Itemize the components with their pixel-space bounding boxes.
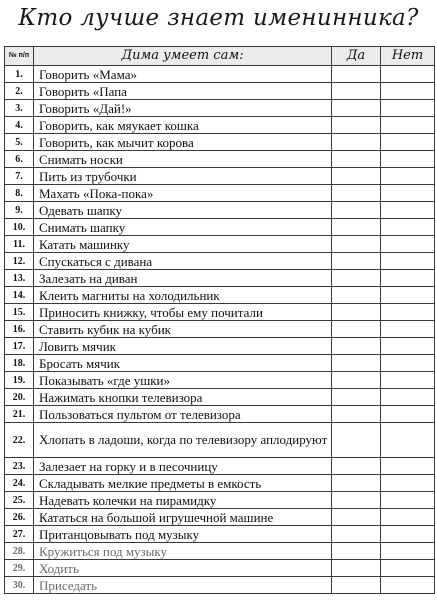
skill-text: Говорить, как мычит корова — [34, 134, 332, 151]
no-answer-cell[interactable] — [381, 100, 435, 117]
no-answer-cell[interactable] — [381, 509, 435, 526]
skill-text: Ходить — [34, 560, 332, 577]
yes-answer-cell[interactable] — [332, 509, 381, 526]
yes-answer-cell[interactable] — [332, 83, 381, 100]
table-row — [5, 100, 435, 117]
skill-text: Залезать на диван — [34, 270, 332, 287]
no-answer-cell[interactable] — [381, 372, 435, 389]
table-row — [5, 287, 435, 304]
table-header-row — [5, 47, 435, 66]
skill-text: Говорить, как мяукает кошка — [34, 117, 332, 134]
skill-text: Говорить «Мама» — [34, 66, 332, 83]
table-row — [5, 492, 435, 509]
row-number: 13. — [5, 270, 34, 287]
row-number: 22. — [5, 423, 34, 458]
row-number: 24. — [5, 475, 34, 492]
table-row — [5, 236, 435, 253]
no-answer-cell[interactable] — [381, 338, 435, 355]
table-row — [5, 321, 435, 338]
skill-text: Снимать шапку — [34, 219, 332, 236]
row-number: 27. — [5, 526, 34, 543]
row-number: 23. — [5, 458, 34, 475]
yes-answer-cell[interactable] — [332, 253, 381, 270]
yes-answer-cell[interactable] — [332, 117, 381, 134]
table-row — [5, 475, 435, 492]
skill-text: Ставить кубик на кубик — [34, 321, 332, 338]
table-row — [5, 526, 435, 543]
yes-answer-cell[interactable] — [332, 219, 381, 236]
skill-text: Кататься на большой игрушечной машине — [34, 509, 332, 526]
yes-answer-cell[interactable] — [332, 526, 381, 543]
no-answer-cell[interactable] — [381, 270, 435, 287]
table-row — [5, 389, 435, 406]
row-number: 6. — [5, 151, 34, 168]
no-answer-cell[interactable] — [381, 355, 435, 372]
yes-answer-cell[interactable] — [332, 458, 381, 475]
row-number: 1. — [5, 66, 34, 83]
row-number: 21. — [5, 406, 34, 423]
skill-text: Пить из трубочки — [34, 168, 332, 185]
skill-text: Спускаться с дивана — [34, 253, 332, 270]
table-row — [5, 117, 435, 134]
table-row — [5, 219, 435, 236]
no-answer-cell[interactable] — [381, 475, 435, 492]
row-number: 25. — [5, 492, 34, 509]
yes-answer-cell[interactable] — [332, 389, 381, 406]
row-number: 14. — [5, 287, 34, 304]
yes-answer-cell[interactable] — [332, 355, 381, 372]
header-no: Нет — [381, 47, 435, 66]
skill-text: Приносить книжку, чтобы ему почитали — [34, 304, 332, 321]
table-row — [5, 577, 435, 594]
table-row — [5, 406, 435, 423]
no-answer-cell[interactable] — [381, 253, 435, 270]
table-row — [5, 355, 435, 372]
no-answer-cell[interactable] — [381, 151, 435, 168]
no-answer-cell[interactable] — [381, 560, 435, 577]
yes-answer-cell[interactable] — [332, 236, 381, 253]
yes-answer-cell[interactable] — [332, 321, 381, 338]
yes-answer-cell[interactable] — [332, 338, 381, 355]
table-row — [5, 66, 435, 83]
no-answer-cell[interactable] — [381, 321, 435, 338]
yes-answer-cell[interactable] — [332, 372, 381, 389]
no-answer-cell[interactable] — [381, 543, 435, 560]
skill-text: Говорить «Дай!» — [34, 100, 332, 117]
skill-text: Залезает на горку и в песочницу — [34, 458, 332, 475]
row-number: 7. — [5, 168, 34, 185]
yes-answer-cell[interactable] — [332, 202, 381, 219]
table-row — [5, 253, 435, 270]
table-row — [5, 168, 435, 185]
header-skill: Дима умеет сам: — [34, 47, 332, 66]
yes-answer-cell[interactable] — [332, 543, 381, 560]
yes-answer-cell[interactable] — [332, 185, 381, 202]
no-answer-cell[interactable] — [381, 83, 435, 100]
row-number: 2. — [5, 83, 34, 100]
skill-text: Одевать шапку — [34, 202, 332, 219]
row-number: 11. — [5, 236, 34, 253]
table-row — [5, 185, 435, 202]
no-answer-cell[interactable] — [381, 134, 435, 151]
row-number: 26. — [5, 509, 34, 526]
row-number: 10. — [5, 219, 34, 236]
skill-text: Ловить мячик — [34, 338, 332, 355]
row-number: 29. — [5, 560, 34, 577]
skill-text: Кружиться под музыку — [34, 543, 332, 560]
row-number: 17. — [5, 338, 34, 355]
skills-checklist-table — [4, 46, 435, 594]
header-yes: Да — [332, 47, 381, 66]
yes-answer-cell[interactable] — [332, 151, 381, 168]
table-row — [5, 509, 435, 526]
row-number: 3. — [5, 100, 34, 117]
no-answer-cell[interactable] — [381, 185, 435, 202]
yes-answer-cell[interactable] — [332, 560, 381, 577]
row-number: 4. — [5, 117, 34, 134]
no-answer-cell[interactable] — [381, 406, 435, 423]
row-number: 28. — [5, 543, 34, 560]
skill-text: Приседать — [34, 577, 332, 594]
skill-text: Клеить магниты на холодильник — [34, 287, 332, 304]
yes-answer-cell[interactable] — [332, 475, 381, 492]
row-number: 12. — [5, 253, 34, 270]
skill-text: Складывать мелкие предметы в емкость — [34, 475, 332, 492]
no-answer-cell[interactable] — [381, 117, 435, 134]
table-row — [5, 423, 435, 458]
row-number: 18. — [5, 355, 34, 372]
row-number: 8. — [5, 185, 34, 202]
table-row — [5, 134, 435, 151]
yes-answer-cell[interactable] — [332, 287, 381, 304]
yes-answer-cell[interactable] — [332, 492, 381, 509]
table-body — [5, 66, 435, 594]
table-row — [5, 543, 435, 560]
table-row — [5, 338, 435, 355]
row-number: 30. — [5, 577, 34, 594]
no-answer-cell[interactable] — [381, 423, 435, 458]
table-row — [5, 458, 435, 475]
skill-text: Показывать «где ушки» — [34, 372, 332, 389]
yes-answer-cell[interactable] — [332, 66, 381, 83]
no-answer-cell[interactable] — [381, 219, 435, 236]
table-row — [5, 560, 435, 577]
skill-text: Бросать мячик — [34, 355, 332, 372]
yes-answer-cell[interactable] — [332, 134, 381, 151]
table-row — [5, 270, 435, 287]
skill-text: Говорить «Папа — [34, 83, 332, 100]
header-number: № п/п — [5, 47, 34, 66]
skill-text: Пританцовывать под музыку — [34, 526, 332, 543]
yes-answer-cell[interactable] — [332, 168, 381, 185]
no-answer-cell[interactable] — [381, 526, 435, 543]
skill-text: Снимать носки — [34, 151, 332, 168]
row-number: 15. — [5, 304, 34, 321]
skill-text: Пользоваться пультом от телевизора — [34, 406, 332, 423]
skill-text: Катать машинку — [34, 236, 332, 253]
skill-text: Хлопать в ладоши, когда по телевизору аплодируют — [34, 423, 332, 458]
row-number: 16. — [5, 321, 34, 338]
table-row — [5, 151, 435, 168]
skill-text: Нажимать кнопки телевизора — [34, 389, 332, 406]
yes-answer-cell[interactable] — [332, 406, 381, 423]
page-title: Кто лучше знает именинника? — [18, 5, 419, 31]
table-row — [5, 304, 435, 321]
yes-answer-cell[interactable] — [332, 270, 381, 287]
no-answer-cell[interactable] — [381, 66, 435, 83]
yes-answer-cell[interactable] — [332, 304, 381, 321]
no-answer-cell[interactable] — [381, 389, 435, 406]
skill-text: Махать «Пока-пока» — [34, 185, 332, 202]
no-answer-cell[interactable] — [381, 304, 435, 321]
row-number: 20. — [5, 389, 34, 406]
row-number: 19. — [5, 372, 34, 389]
no-answer-cell[interactable] — [381, 492, 435, 509]
no-answer-cell[interactable] — [381, 458, 435, 475]
yes-answer-cell[interactable] — [332, 100, 381, 117]
table-row — [5, 83, 435, 100]
no-answer-cell[interactable] — [381, 236, 435, 253]
no-answer-cell[interactable] — [381, 287, 435, 304]
row-number: 5. — [5, 134, 34, 151]
skill-text: Надевать колечки на пирамидку — [34, 492, 332, 509]
no-answer-cell[interactable] — [381, 202, 435, 219]
no-answer-cell[interactable] — [381, 168, 435, 185]
row-number: 9. — [5, 202, 34, 219]
table-row — [5, 372, 435, 389]
table-row — [5, 202, 435, 219]
yes-answer-cell[interactable] — [332, 423, 381, 458]
yes-answer-cell[interactable] — [332, 577, 381, 594]
no-answer-cell[interactable] — [381, 577, 435, 594]
